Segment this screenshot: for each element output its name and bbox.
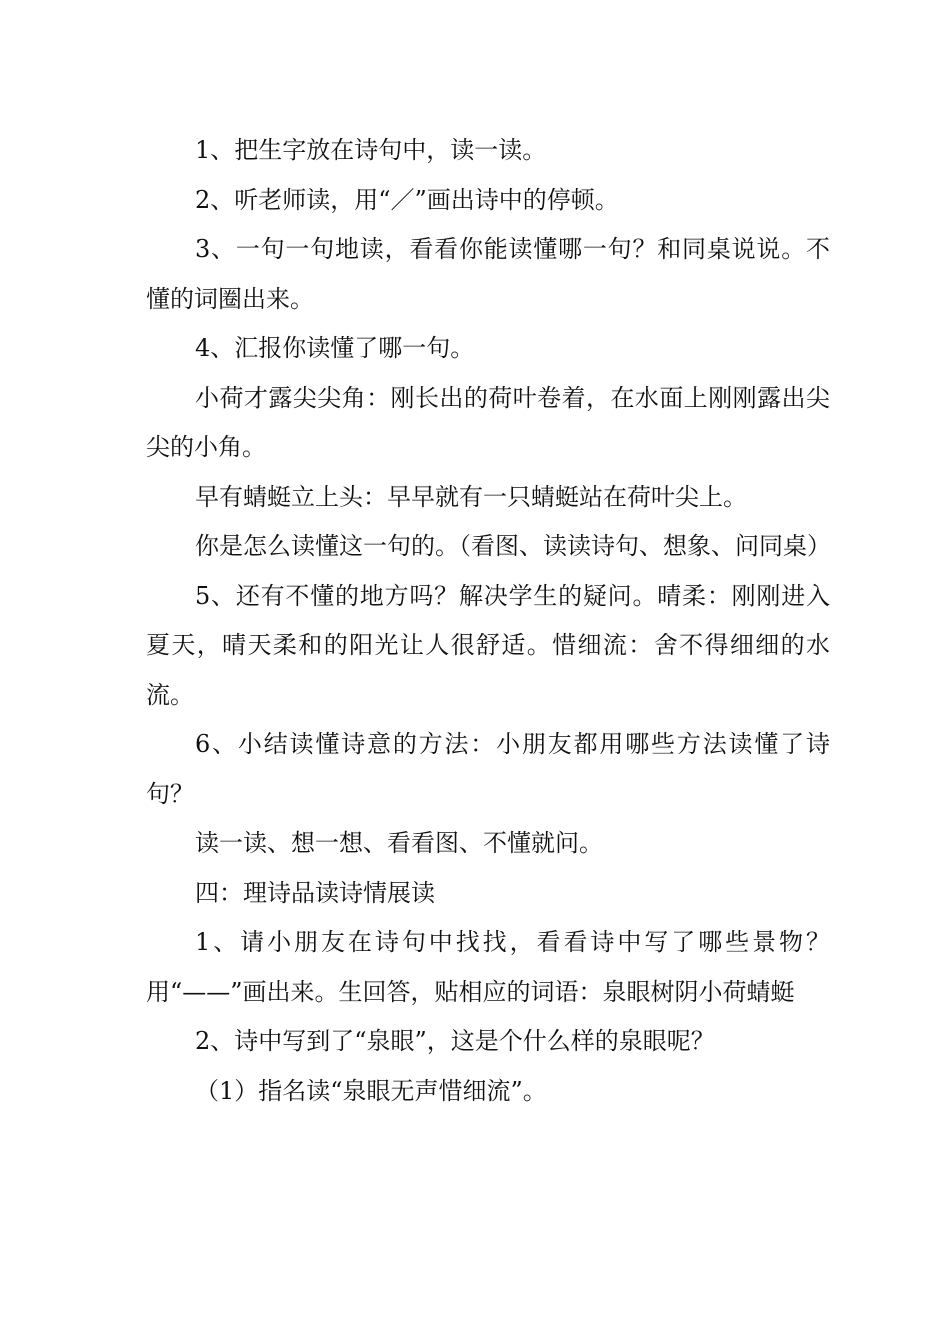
document-body: [146, 126, 830, 1116]
paragraph: 3、一句一句地读，看看你能读懂哪一句？和同桌说说。不懂的词圈出来。: [146, 235, 830, 313]
paragraph: 读一读、想一想、看看图、不懂就问。: [195, 829, 603, 857]
paragraph: 小荷才露尖尖角：刚长出的荷叶卷着，在水面上刚刚露出尖尖的小角。: [146, 383, 830, 461]
paragraph: （1）指名读“泉眼无声惜细流”。: [195, 1076, 547, 1105]
paragraph: 2、听老师读，用“／”画出诗中的停顿。: [195, 185, 619, 214]
paragraph: 1、把生字放在诗句中，读一读。: [195, 136, 547, 164]
paragraph: 5、还有不懂的地方吗？解决学生的疑问。晴柔：刚刚进入夏天，晴天柔和的阳光让人很舒适。惜细流：舍不得细细的水流。: [146, 581, 830, 709]
paragraph: 6、小结读懂诗意的方法：小朋友都用哪些方法读懂了诗句？: [146, 730, 830, 808]
section-heading: 四：理诗品读诗情展读: [195, 878, 435, 907]
paragraph: 你是怎么读懂这一句的。（看图、读读诗句、想象、问同桌）: [195, 532, 831, 560]
paragraph: 4、汇报你读懂了哪一句。: [195, 334, 475, 362]
paragraph: 早有蜻蜓立上头：早早就有一只蜻蜓站在荷叶尖上。: [195, 482, 747, 511]
paragraph: 2、诗中写到了“泉眼”，这是个什么样的泉眼呢？: [195, 1027, 715, 1055]
paragraph: 1、请小朋友在诗句中找找，看看诗中写了哪些景物？用“——”画出来。生回答，贴相应的词语：泉眼树阴小荷蜻蜓: [146, 928, 830, 1006]
